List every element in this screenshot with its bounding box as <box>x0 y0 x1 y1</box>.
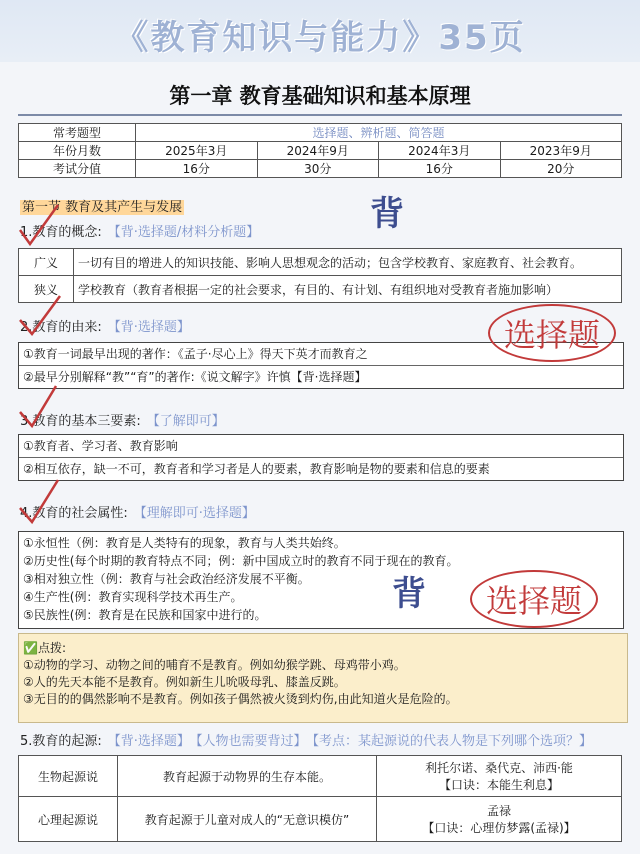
table-row <box>19 249 622 276</box>
q4-heading <box>20 502 255 521</box>
title-rule <box>18 114 622 116</box>
q5-note: 【考点：某起源说的代表人物是下列哪个选项？】 <box>312 734 592 749</box>
handwritten-note: 背 <box>370 194 404 234</box>
q4-title: 4.教育的社会属性: <box>20 506 128 521</box>
q3-heading <box>20 410 225 429</box>
q2-heading <box>20 316 190 335</box>
q5-table <box>18 755 622 842</box>
q1-table <box>18 248 622 303</box>
table-cell: 2025年3月 <box>136 142 258 160</box>
tip-title: 点拨: <box>37 641 66 655</box>
list-item: ②最早分别解释“教”“育”的著作:《说文解字》许慎【背·选择题】 <box>23 370 367 384</box>
list-item: ①教育一词最早出现的著作：《孟子·尽心上》得天下英才而教育之 <box>19 343 623 366</box>
table-cell: 选择题、辨析题、简答题 <box>136 124 622 142</box>
table-cell: 心理起源说 <box>19 797 118 842</box>
table-cell: 学校教育（教育者根据一定的社会要求，有目的、有计划、有组织地对受教育者施加影响） <box>74 276 622 303</box>
q1-title: 1.教育的概念: <box>20 225 102 240</box>
q2-note: 【背·选择题】 <box>107 320 190 335</box>
table-cell: 教育起源于动物界的生存本能。 <box>118 756 377 797</box>
table-cell: 生物起源说 <box>19 756 118 797</box>
mnemonic: 【口诀：本能生利息】 <box>438 778 559 792</box>
people: 孟禄 <box>486 804 511 818</box>
tip-header <box>23 640 623 657</box>
table-row <box>19 142 622 160</box>
table-cell: 20分 <box>500 160 622 178</box>
q5-heading <box>20 730 592 749</box>
banner-title: 《教育知识与能力》35页 <box>114 18 526 58</box>
q3-note: 【了解即可】 <box>146 414 225 429</box>
q5-note: 【人物也需要背过】 <box>195 734 307 749</box>
q5-title: 5.教育的起源: <box>20 734 102 749</box>
table-row <box>19 276 622 303</box>
list-item: ④生产性(例：教育实现科学技术再生产。 <box>23 590 243 604</box>
q1-heading <box>20 221 259 240</box>
table-cell <box>377 756 622 797</box>
list-item: ①动物的学习、动物之间的哺育不是教育。例如幼猴学跳、母鸡带小鸡。 <box>23 658 406 672</box>
handwritten-note: 选择题 <box>488 304 616 362</box>
table-cell: 30分 <box>257 160 379 178</box>
mnemonic: 【口诀：心理仿梦露(孟禄)】 <box>422 821 576 835</box>
q5-note: 【背·选择题】 <box>107 734 190 749</box>
people: 利托尔诺、桑代克、沛西·能 <box>425 761 573 775</box>
table-cell: 2023年9月 <box>500 142 622 160</box>
table-row <box>19 160 622 178</box>
list-item: ③相对独立性（例：教育与社会政治经济发展不平衡。 <box>23 572 310 586</box>
chapter-title: 第一章 教育基础知识和基本原理 <box>169 84 471 108</box>
table-cell: 年份月数 <box>19 142 136 160</box>
table-cell: 16分 <box>379 160 501 178</box>
table-cell: 广义 <box>19 249 74 276</box>
list-item: ②相互依存，缺一不可，教育者和学习者是人的要素，教育影响是物的要素和信息的要素 <box>23 462 490 476</box>
list-item: ③无目的的偶然影响不是教育。例如孩子偶然被火烫到灼伤,由此知道火是危险的。 <box>23 692 458 706</box>
section-heading <box>20 196 184 215</box>
table-cell: 2024年9月 <box>257 142 379 160</box>
q4-note: 【理解即可·选择题】 <box>133 506 255 521</box>
handwritten-note: 选择题 <box>470 570 598 628</box>
list-item: ①教育者、学习者、教育影响 <box>19 435 623 458</box>
banner <box>0 0 640 62</box>
q2-title: 2.教育的由来: <box>20 320 102 335</box>
tip-box <box>18 633 628 723</box>
table-cell <box>377 797 622 842</box>
table-row <box>19 124 622 142</box>
table-row <box>19 797 622 842</box>
table-cell: 狭义 <box>19 276 74 303</box>
table-cell: 16分 <box>136 160 258 178</box>
list-item: ②人的先天本能不是教育。例如新生儿吮吸母乳、膝盖反跳。 <box>23 675 346 689</box>
q3-box <box>18 434 624 481</box>
q1-note: 【背·选择题/材料分析题】 <box>107 225 260 240</box>
section-heading-text: 第一节 教育及其产生与发展 <box>22 200 183 215</box>
handwritten-note: 背 <box>392 574 426 614</box>
table-row <box>19 756 622 797</box>
exam-table <box>18 123 622 178</box>
table-cell: 一切有目的增进人的知识技能、影响人思想观念的活动；包含学校教育、家庭教育、社会教育。 <box>74 249 622 276</box>
table-cell: 考试分值 <box>19 160 136 178</box>
table-cell: 常考题型 <box>19 124 136 142</box>
q3-title: 3.教育的基本三要素: <box>20 414 141 429</box>
check-icon: ✅ <box>23 641 38 655</box>
list-item: ①永恒性（例：教育是人类特有的现象，教育与人类共始终。 <box>23 536 346 550</box>
list-item: ②历史性(每个时期的教育特点不同；例：新中国成立时的教育不同于现在的教育。 <box>23 554 459 568</box>
table-cell: 2024年3月 <box>379 142 501 160</box>
table-cell: 教育起源于儿童对成人的“无意识模仿” <box>118 797 377 842</box>
list-item: ⑤民族性(例：教育是在民族和国家中进行的。 <box>23 608 267 622</box>
